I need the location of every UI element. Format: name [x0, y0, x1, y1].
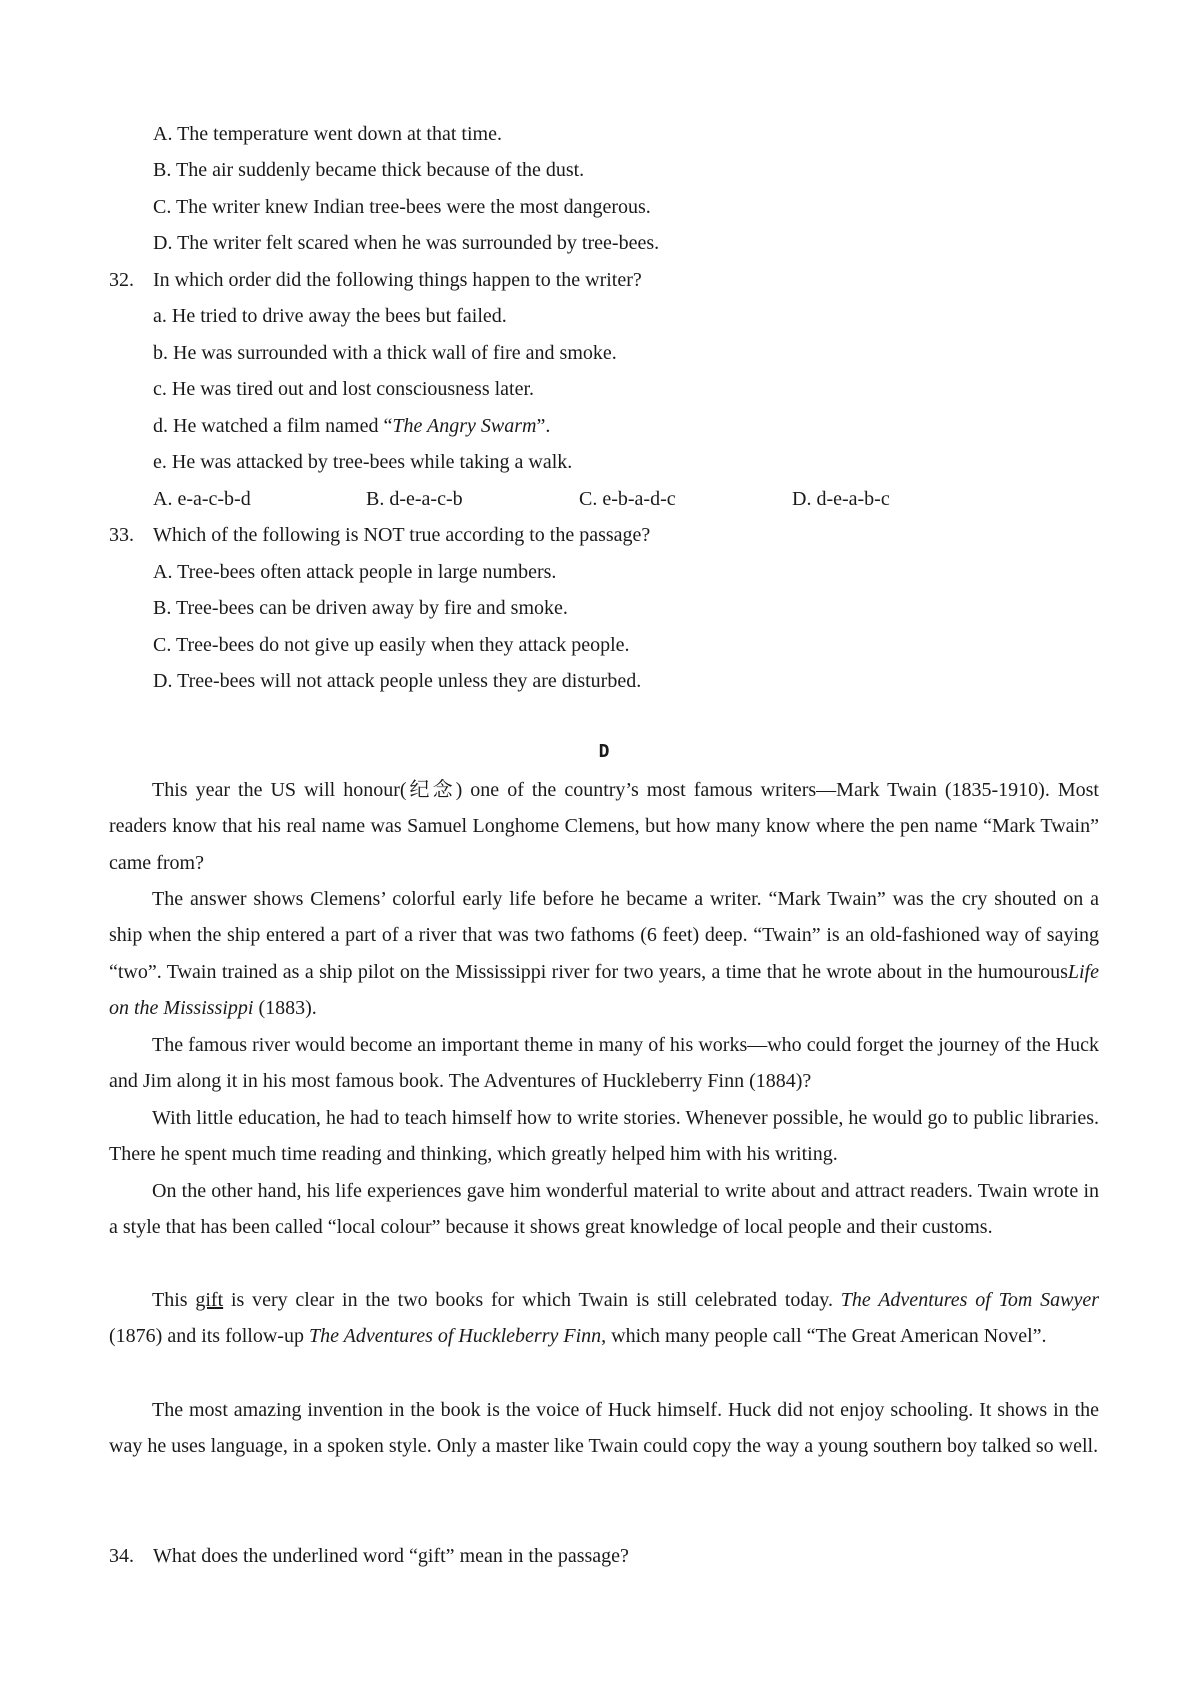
- p6-mid: is very clear in the two books for which Twain is still celebrated today.: [223, 1289, 841, 1311]
- q32-event-a: a. He tried to drive away the bees but failed.: [153, 305, 507, 327]
- passage-paragraph-1: This year the US will honour(纪念) one of the country’s most famous writers—Mark Twain (1835-1910). Most readers know that his real name was Samuel Longhome Clemens, but how many know where the pen name “Mark Twain” came from?: [109, 779, 1099, 874]
- passage-paragraph-3: The famous river would become an important theme in many of his works—who could forget the journey of the Huck and Jim along it in his most famous book. The Adventures of Huckleberry Finn (1884)?: [109, 1034, 1099, 1093]
- film-title-close: ”.: [536, 415, 551, 437]
- q33-option-c: C. Tree-bees do not give up easily when they attack people.: [153, 634, 630, 656]
- q32-event-b: b. He was surrounded with a thick wall of fire and smoke.: [153, 342, 617, 364]
- q32-event-d: [153, 414, 550, 438]
- book-title-tom-sawyer: The Adventures of Tom Sawyer: [840, 1289, 1099, 1311]
- section-heading: D: [598, 741, 610, 762]
- q32-option-a: A. e-a-c-b-d: [153, 488, 251, 510]
- q32-event-c: c. He was tired out and lost consciousness later.: [153, 378, 535, 400]
- q32-number: 32.: [109, 269, 134, 291]
- q33-text: Which of the following is NOT true according to the passage?: [153, 524, 651, 546]
- p6-mid2: (1876) and its follow-up: [109, 1325, 309, 1348]
- q31-option-b: B. The air suddenly became thick because of the dust.: [153, 159, 585, 181]
- p2-text: The answer shows Clemens’ colorful early life before he became a writer. “Mark Twain” was the cry shouted on a ship when the ship entered a part of a river that was two fathoms (6 feet) deep. “Twain” is an old-fashioned way of saying “two”. Twain trained as a ship pilot on the Mississippi river for two years, a time that he wrote about in the humourous: [109, 888, 1099, 983]
- q33-option-d: D. Tree-bees will not attack people unless they are disturbed.: [153, 670, 642, 692]
- book-title-life-on-mississippi: Life on the Mississippi: [109, 960, 1099, 1020]
- q31-option-c: C. The writer knew Indian tree-bees were the most dangerous.: [153, 196, 651, 218]
- q32-text: In which order did the following things happen to the writer?: [153, 269, 642, 291]
- film-title: The Angry Swarm: [392, 415, 537, 437]
- q32-event-e: e. He was attacked by tree-bees while taking a walk.: [153, 451, 573, 473]
- p6-start: This: [152, 1289, 196, 1311]
- q34-number: 34.: [109, 1545, 134, 1567]
- q32-option-d: D. d-e-a-b-c: [792, 488, 890, 510]
- passage-paragraph-2: [109, 881, 1099, 1027]
- q32-option-c: C. e-b-a-d-c: [579, 488, 676, 510]
- q34-text: What does the underlined word “gift” mean in the passage?: [153, 1545, 629, 1567]
- q33-number: 33.: [109, 524, 134, 546]
- q32-option-b: B. d-e-a-c-b: [366, 488, 463, 510]
- passage-paragraph-4: With little education, he had to teach himself how to write stories. Whenever possible, he would go to public libraries. There he spent much time reading and thinking, which greatly helped him with his writing.: [109, 1107, 1099, 1166]
- q31-option-a: A. The temperature went down at that time.: [153, 123, 502, 145]
- p6-end: , which many people call “The Great American Novel”.: [601, 1325, 1047, 1348]
- q32-event-d-text: d. He watched a film named “: [153, 415, 393, 437]
- passage-paragraph-7: The most amazing invention in the book is the voice of Huck himself. Huck did not enjoy schooling. It shows in the way he uses language, in a spoken style. Only a master like Twain could copy the way a young southern boy talked so well.: [109, 1399, 1099, 1458]
- book-title-huckleberry-finn: The Adventures of Huckleberry Finn: [308, 1325, 602, 1348]
- passage-paragraph-5: On the other hand, his life experiences gave him wonderful material to write about and attract readers. Twain wrote in a style that has been called “local colour” because it shows great knowledge of local people and their customs.: [109, 1180, 1099, 1239]
- q33-option-a: A. Tree-bees often attack people in large numbers.: [153, 561, 557, 583]
- passage-paragraph-6: [109, 1282, 1099, 1355]
- underlined-word-gift: gift: [195, 1289, 224, 1311]
- q31-option-d: D. The writer felt scared when he was surrounded by tree-bees.: [153, 232, 660, 254]
- p2-year: (1883).: [253, 997, 317, 1020]
- q33-option-b: B. Tree-bees can be driven away by fire and smoke.: [153, 597, 568, 619]
